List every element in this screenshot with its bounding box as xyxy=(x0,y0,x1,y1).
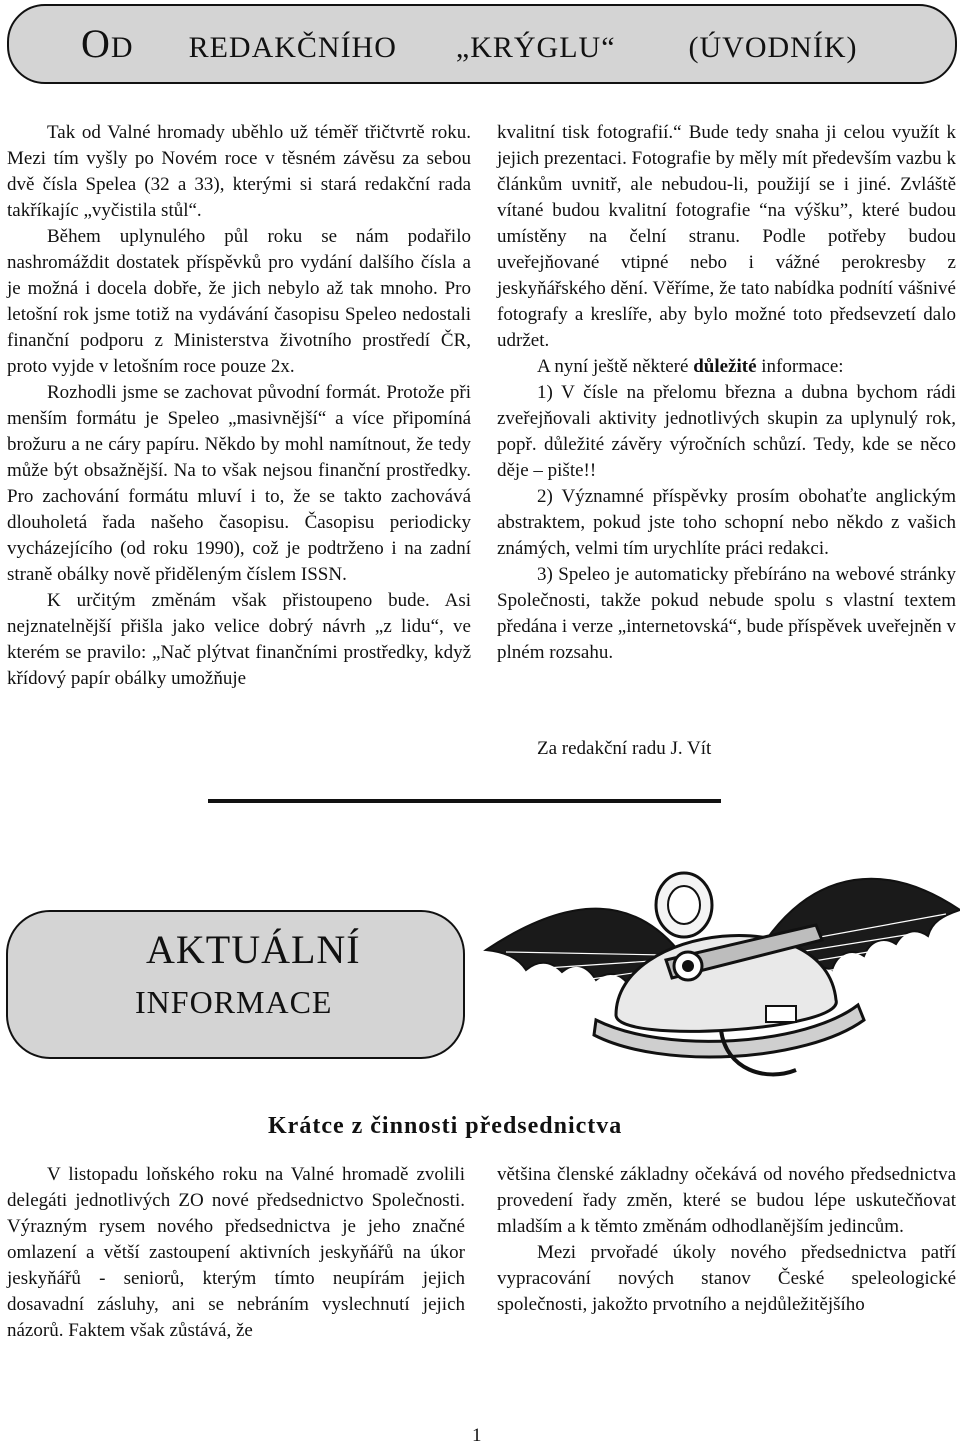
text-run: A nyní ještě některé xyxy=(537,356,694,377)
section-title-banner xyxy=(7,4,957,84)
bat-helmet-lamp-illustration xyxy=(466,830,960,1100)
paragraph: Během uplynulého půl roku se nám podařilo nashromáždit dostatek příspěvků pro vydání dalšího čísla a je možná i docela dobře, že jich nebylo až tak mnoho. Pro letošní rok jsme totiž na vydávání časopisu Speleo nedostali finanční podporu z Ministerstva životního prostředí ČR, proto vyjde v letošním roce pouze 2x. xyxy=(7,226,471,377)
section-title-banner xyxy=(6,910,465,1059)
paragraph: Rozhodli jsme se zachovat původní formát. Protože při menším formátu je Speleo „masivnější“ a více připomíná brožuru a ne cáry papíru. Někdo by mohl namítnout, že tedy může být obsažnější. Na to však nejsou finanční prostředky. Pro zachování formátu mluví i to, že se takto zachovává dlouholetá řada našeho časopisu. Časopisu periodicky vycházejícího (od roku 1990), což je podtrženo i na zadní straně obálky nově přiděleným číslem ISSN. xyxy=(7,382,471,585)
divider xyxy=(208,799,721,803)
editorial-column-right xyxy=(497,120,956,666)
news-column-right xyxy=(497,1162,956,1318)
paragraph: Tak od Valné hromady uběhlo už téměř třičtvrtě roku. Mezi tím vyšly po Novém roce v těsném závěsu za sebou dvě čísla Spelea (32 a 33), kterými si stará redakční rada takříkajíc „vyčistila stůl“. xyxy=(7,122,471,221)
paragraph: 1) V čísle na přelomu března a dubna bychom rádi zveřejňovali aktivity jednotlivých skupin za uplynulý rok, popř. důležité závěry výročních schůzí. Tedy, kde se něco děje – pište!! xyxy=(497,382,956,481)
paragraph xyxy=(497,354,956,380)
subheading: Krátce z činnosti předsednictva xyxy=(268,1113,623,1139)
paragraph: většina členské základny očekává od nového předsednictva provedení řady změn, které se budou lépe uskutečňovat mladším a k těmto změnám odhodlanějším jedincům. xyxy=(497,1164,956,1237)
title-part: O xyxy=(81,21,111,66)
page-number: 1 xyxy=(472,1425,482,1446)
signature: Za redakční radu J. Vít xyxy=(537,738,712,759)
editorial-column-left xyxy=(7,120,471,692)
paragraph: Mezi prvořadé úkoly nového předsednictva patří vypracování nových stanov České speleologické společnosti, jakožto prvotního a nejdůležitějšího xyxy=(497,1242,956,1315)
paragraph: kvalitní tisk fotografií.“ Bude tedy snaha ji celou využít k jejich prezentaci. Fotografie by měly mít především vazbu k článkům uvnitř, ale nebudou-li, použijí se i jiné. Zvláště vítané budou kvalitní fotografie “na výšku”, které budou umístěny na čelní stranu. Podle potřeby budou uveřejňované vtipné nebo i vážné perokresby z jeskyňářského dění. Věříme, že tato nabídka podnítí vášnivé fotografy a kreslíře, aby bylo možné toto předsevzetí dalo udržet. xyxy=(497,122,956,351)
news-column-left xyxy=(7,1162,465,1344)
title-part: „KRÝGLU“ xyxy=(455,31,616,64)
paragraph: V listopadu loňského roku na Valné hromadě zvolili delegáti jednotlivých ZO nové předsednictvo Společnosti. Výrazným rysem nového předsednictva je jeho značné omlazení a větší zastoupení aktivních jeskyňářů na úkor jeskyňářů - seniorů, kterým tímto neupírám jejich dosavadní zásluhy, ani se nebráním vyslechnutí jejich názorů. Faktem však zůstává, že xyxy=(7,1164,465,1341)
section-title xyxy=(81,20,858,67)
title-part: REDAKČNÍHO xyxy=(188,31,397,64)
title-part: D xyxy=(110,31,134,64)
text-run: informace: xyxy=(756,356,844,377)
title-part: (ÚVODNÍK) xyxy=(688,31,858,64)
paragraph: K určitým změnám však přistoupeno bude. Asi nejznatelnější přišla jako velice dobrý návrh „z lidu“, ve kterém se pravilo: „Nač plýtvat finančními prostředky, když křídový papír obálky umožňuje xyxy=(7,590,471,689)
paragraph: 2) Významné příspěvky prosím obohaťte anglickým abstraktem, pokud jste toho schopní nebo někdo z vašich známých, velmi tím urychlíte práci redakci. xyxy=(497,486,956,559)
bold-text: důležité xyxy=(693,356,757,377)
paragraph: 3) Speleo je automaticky přebíráno na webové stránky Společnosti, takže pokud nebude spolu s vlastní textem předána i verze „internetovská“, bude příspěvek uveřejněn v plném rozsahu. xyxy=(497,564,956,663)
section-title: INFORMACE xyxy=(135,984,333,1020)
section-title: AKTUÁLNÍ xyxy=(146,927,361,972)
